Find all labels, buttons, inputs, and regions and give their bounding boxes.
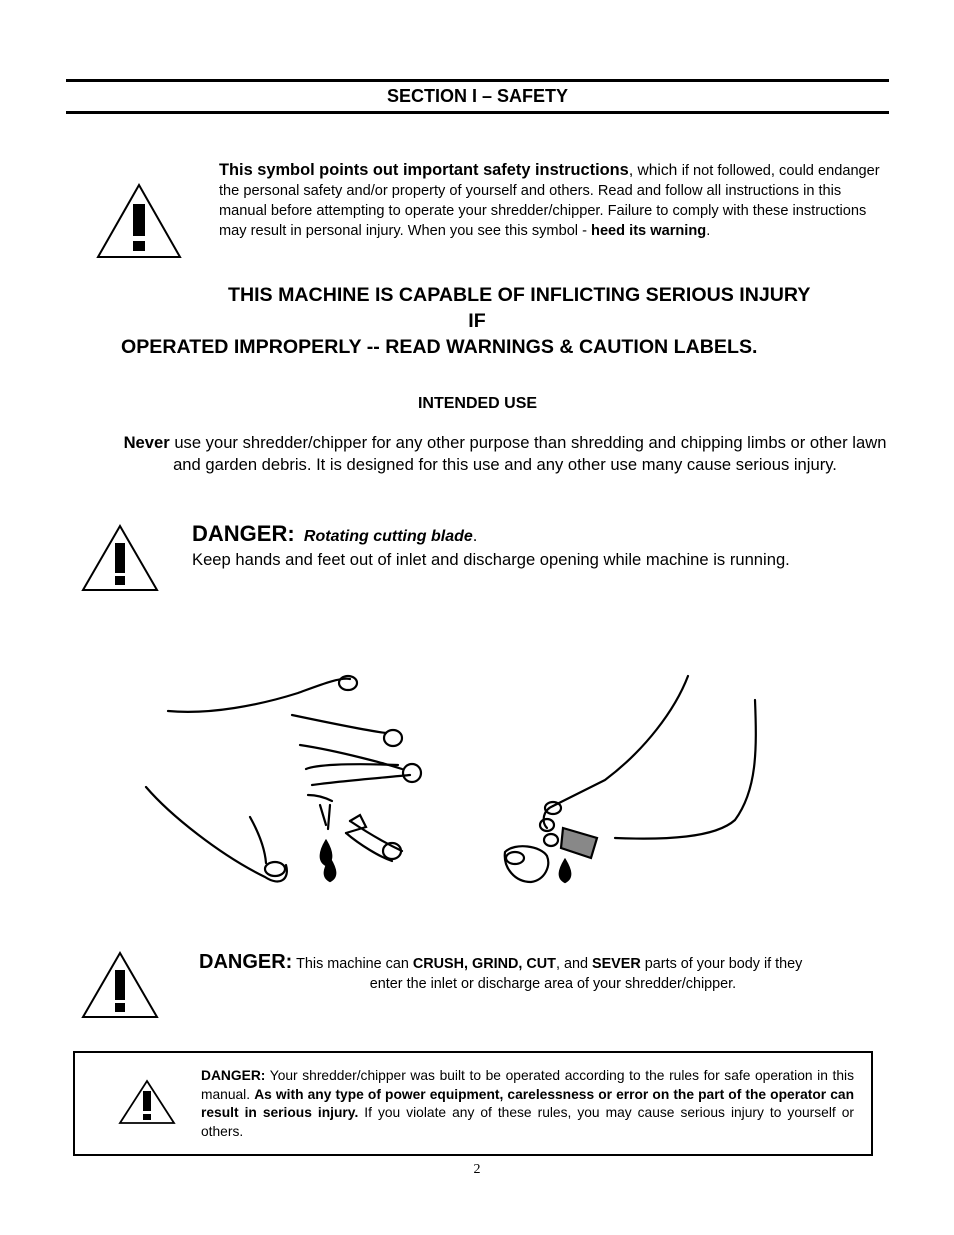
section-title: SECTION I – SAFETY	[386, 86, 569, 106]
intended-use-title: INTENDED USE	[417, 395, 538, 412]
danger-label: DANGER:	[199, 951, 293, 973]
top-rule	[66, 79, 889, 82]
danger-crush-grind: DANGER: This machine can CRUSH, GRIND, CUT, and SEVER parts of your body if they enter the inlet or discharge area of your shredder/chipper.	[199, 951, 803, 992]
severed-hand-illustration	[140, 665, 440, 890]
headline-line3: OPERATED IMPROPERLY -- READ WARNINGS & CAUTION LABELS.	[121, 336, 758, 358]
headline-line1: THIS MACHINE IS CAPABLE OF INFLICTING SERIOUS INJURY	[228, 284, 811, 306]
danger-subtitle: Rotating cutting blade	[303, 528, 473, 545]
section-rule	[66, 111, 889, 114]
page-number: 2	[473, 1162, 481, 1177]
danger-rotating-blade: DANGER: Rotating cutting blade. Keep hands and feet out of inlet and discharge opening while machine is running.	[192, 521, 790, 569]
warning-triangle-icon	[80, 950, 160, 1020]
intended-use-body: Never use your shredder/chipper for any other purpose than shredding and chipping limbs or other lawn and garden debris. It is designed for this use and any other use many cause serious injury.	[123, 433, 887, 474]
danger-label: DANGER	[192, 521, 288, 546]
intro-lead: This symbol points out important safety instructions	[219, 161, 629, 179]
danger-body: Keep hands and feet out of inlet and discharge opening while machine is running.	[192, 550, 790, 569]
warning-triangle-icon	[117, 1078, 177, 1126]
danger-label: DANGER:	[201, 1068, 266, 1083]
severed-foot-illustration	[495, 670, 770, 885]
warning-triangle-icon	[80, 523, 160, 593]
danger-box-text: DANGER: Your shredder/chipper was built to be operated according to the rules for safe operation in this manual. As with any type of power equipment, carelessness or error on the part of the operator can result in serious injury. If you violate any of these rules, you may cause serious injury to yourself or others.	[201, 1068, 855, 1139]
intro-paragraph: This symbol points out important safety instructions, which if not followed, could endanger the personal safety and/or property of yourself and others. Read and follow all instructions in this manual before attempting to operate your shredder/chipper. Failure to comply with these instructions may result in personal injury. When you see this symbol - heed its warning.	[219, 161, 880, 239]
heed-warning: heed its warning	[591, 223, 707, 239]
headline-line2: IF	[468, 310, 486, 332]
warning-triangle-icon	[95, 182, 183, 260]
